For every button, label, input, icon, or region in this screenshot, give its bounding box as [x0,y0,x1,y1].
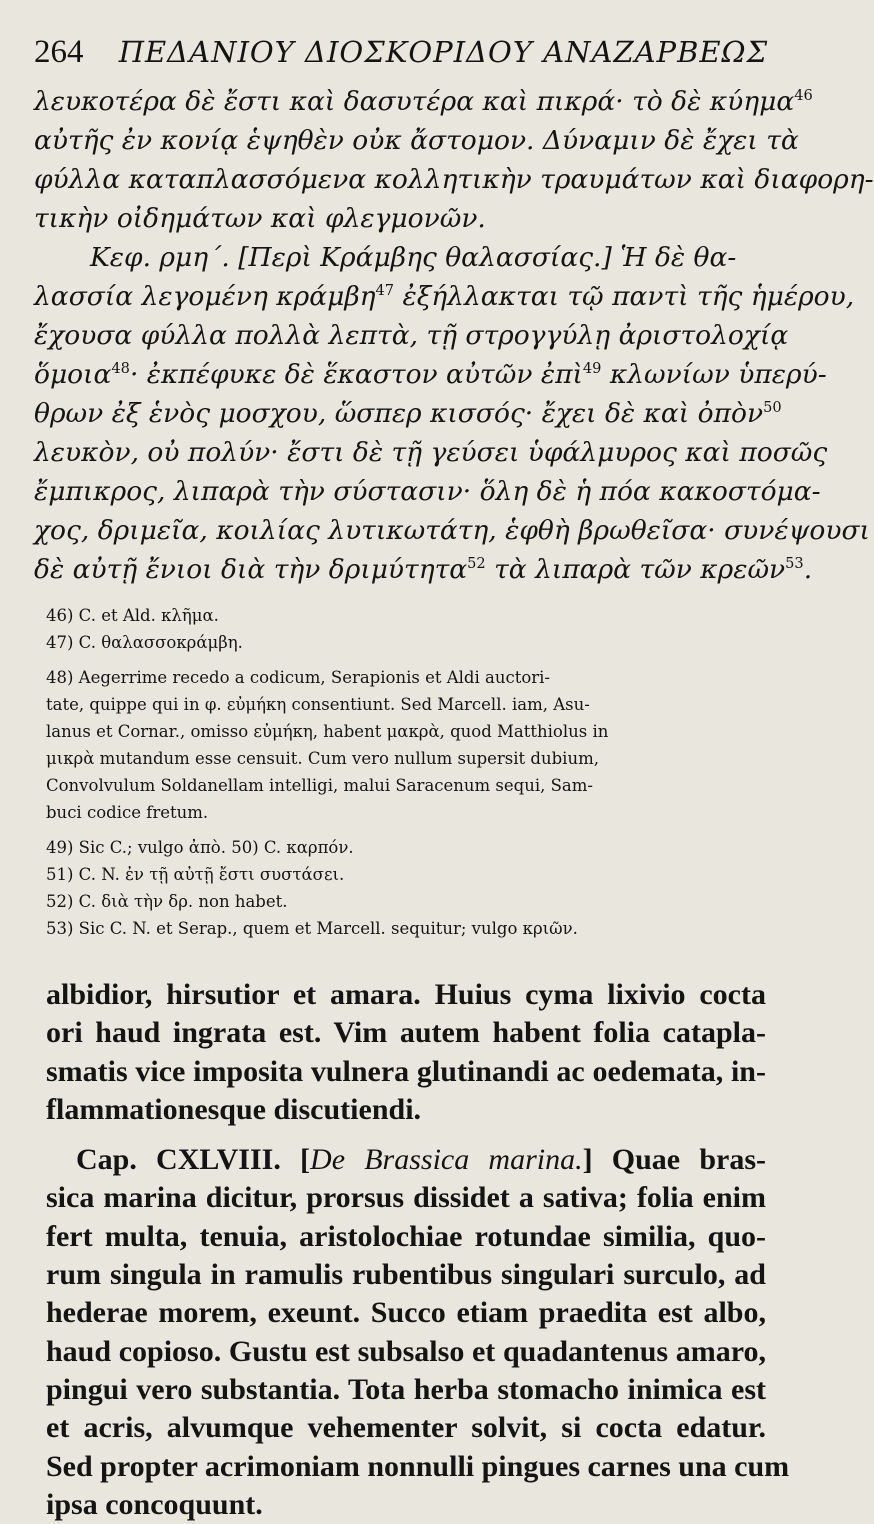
latin-line: smatis vice imposita vulnera glutinandi ac oedemata, in- [46,1054,766,1088]
footnote-48-line: buci codice fretum. [46,803,209,822]
footnote-47: 47) C. θαλασσοκράμβη. [46,633,243,652]
greek-line: θρων ἐξ ἑνὸς μοσχου, ὥσπερ κισσός· ἔχει δὲ καὶ ὀπὸν$^{50}$ [34,398,782,429]
latin-chapter-heading: Cap. CXLVIII. [De Brassica marina.] Quae bras- [76,1143,766,1177]
latin-line: rum singula in ramulis rubentibus singulari surculo, ad [46,1258,766,1292]
greek-line: δὲ αὐτῇ ἔνιοι διὰ τὴν δριμύτητα$^{52}$ τὰ λιπαρὰ τῶν κρεῶν$^{53}$. [34,554,813,585]
latin-line: haud copioso. Gustu est subsalso et quadantenus amaro, [46,1334,766,1368]
greek-line: λευκοτέρα δὲ ἔστι καὶ δασυτέρα καὶ πικρά· τὸ δὲ κύημα$^{46}$ [34,86,813,117]
page-header [34,34,774,80]
footnote-50: 50) C. καρπόν. [231,838,354,857]
latin-line: fert multa, tenuia, aristolochiae rotundae similia, quo- [46,1219,766,1253]
greek-line: χος, δριμεῖα, κοιλίας λυτικωτάτη, ἑφθὴ βρωθεῖσα· συνέψουσι [34,515,870,546]
footnotes [46,602,772,942]
footnote-53: 53) Sic C. N. et Serap., quem et Marcell. sequitur; vulgo κριῶν. [46,919,578,938]
footnote-48-line: lanus et Cornar., omisso εὐμήκη, habent μακρὰ, quod Matthiolus in [46,722,609,741]
latin-line: hederae morem, exeunt. Succo etiam praedita est albo, [46,1296,766,1330]
latin-line: pingui vero substantia. Tota herba stomacho inimica est [46,1372,766,1406]
greek-line: λευκὸν, οὐ πολύν· ἔστι δὲ τῇ γεύσει ὑφάλμυρος καὶ ποσῶς [34,437,828,468]
footnote-51: 51) C. N. ἐν τῇ αὐτῇ ἔστι συστάσει. [46,865,345,884]
footnote-48-line: Convolvulum Soldanellam intelligi, malui Saracenum sequi, Sam- [46,776,593,795]
footnote-48-line: μικρὰ mutandum esse censuit. Cum vero nullum supersit dubium, [46,749,599,768]
footnote-46: 46) C. et Ald. κλῆμα. [46,606,219,625]
footnote-49: 49) Sic C.; vulgo ἀπὸ. [46,838,226,857]
greek-line: αὐτῆς ἐν κονίᾳ ἑψηθὲν οὐκ ἄστομον. Δύναμιν δὲ ἔχει τὰ [34,125,799,156]
footnote-48 [46,664,772,826]
latin-translation [46,976,790,1524]
footnote-48-line: 48) Aegerrime recedo a codicum, Serapionis et Aldi auctori- [46,668,550,687]
footnote-49-50 [46,834,772,861]
greek-line: ἔχουσα φύλλα πολλὰ λεπτὰ, τῇ στρογγύλῃ ἀριστολοχίᾳ [34,320,789,351]
latin-line: et acris, alvumque vehementer solvit, si cocta edatur. [46,1411,766,1445]
greek-line: ὅμοια$^{48}$· ἐκπέφυκε δὲ ἕκαστον αὐτῶν ἐπὶ$^{49}$ κλωνίων ὑπερύ- [34,359,827,390]
greek-line: τικὴν οἰδημάτων καὶ φλεγμονῶν. [34,203,486,234]
greek-line: ἔμπικρος, λιπαρὰ τὴν σύστασιν· ὅλη δὲ ἡ πόα κακοστόμα- [34,476,821,507]
chapter-title: De Brassica marina. [310,1143,583,1177]
footnote-52: 52) C. διὰ τὴν δρ. non habet. [46,892,288,911]
latin-line: albidior, hirsutior et amara. Huius cyma lixivio cocta [46,978,766,1011]
greek-line: λασσία λεγομένη κράμβη$^{47}$ ἐξήλλακται τῷ παντὶ τῆς ἡμέρου, [34,281,855,312]
greek-chapter-heading: Κεφ. ρμη΄. [Περὶ Κράμβης θαλασσίας.] Ἡ δὲ θα- [90,242,737,273]
latin-line: sica marina dicitur, prorsus dissidet a sativa; folia enim [46,1181,766,1215]
greek-line: φύλλα καταπλασσόμενα κολλητικὴν τραυμάτων καὶ διαφορη- [34,164,874,195]
footnote-48-line: tate, quippe qui in φ. εὐμήκη consentiunt. Sed Marcell. iam, Asu- [46,695,590,714]
greek-text [34,82,874,589]
latin-line: ori haud ingrata est. Vim autem habent folia catapla- [46,1016,766,1050]
latin-line: Sed propter acrimoniam nonnulli pingues carnes una cum [46,1449,790,1483]
latin-line: flammationesque discutiendi. [46,1092,422,1126]
latin-line: ipsa concoquunt. [46,1487,263,1521]
running-title: ΠΕΔΑΝΙΟΥ ΔΙΟΣΚΟΡΙΔΟΥ ΑΝΑΖΑΡΒΕΩΣ [118,35,769,69]
page-number: 264 [34,34,84,70]
